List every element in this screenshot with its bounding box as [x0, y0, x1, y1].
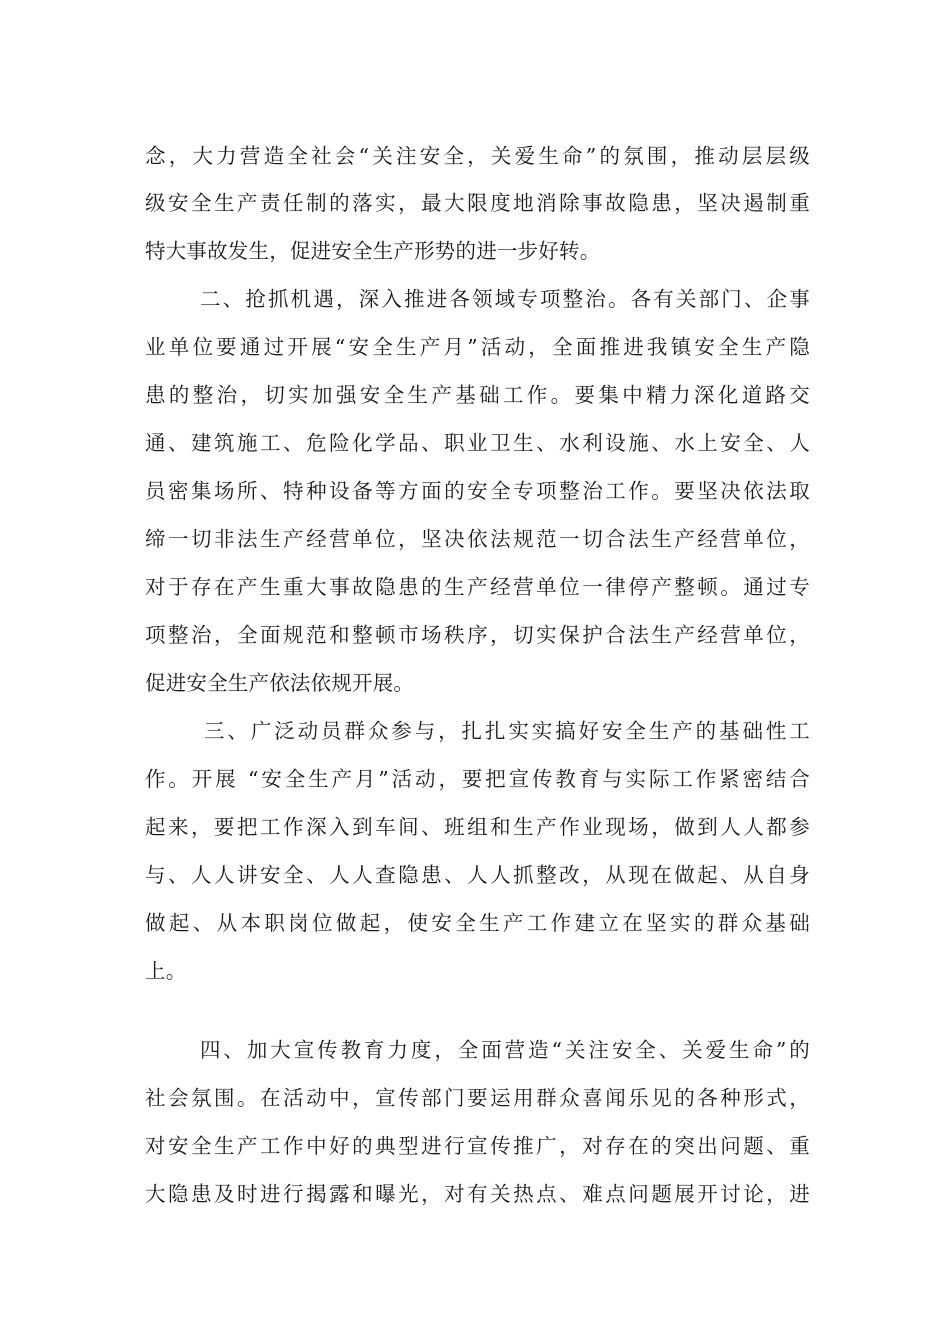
text-line: 与、人人讲安全、人人查隐患、人人抓整改，从现在做起、从自身 — [145, 863, 810, 887]
text-line: 员密集场所、特种设备等方面的安全专项整治工作。要坚决依法取 — [145, 479, 810, 503]
text-line: 缔一切非法生产经营单位，坚决依法规范一切合法生产经营单位， — [145, 527, 810, 551]
text-line: 特大事故发生，促进安全生产形势的进一步好转。 — [145, 239, 601, 263]
text-line: 项整治，全面规范和整顿市场秩序，切实保护合法生产经营单位， — [145, 623, 810, 647]
text-line: 患的整治，切实加强安全生产基础工作。要集中精力深化道路交 — [145, 383, 810, 407]
text-line: 作。开展 “安全生产月”活动，要把宣传教育与实际工作紧密结合 — [145, 767, 810, 791]
text-line: 念，大力营造全社会“关注安全，关爱生命”的氛围，推动层层级 — [145, 144, 810, 168]
text-line: 做起、从本职岗位做起，使安全生产工作建立在坚实的群众基础 — [145, 911, 810, 935]
text-line: 社会氛围。在活动中，宣传部门要运用群众喜闻乐见的各种形式， — [145, 1086, 810, 1110]
text-line: 通、建筑施工、危险化学品、职业卫生、水利设施、水上安全、人 — [145, 431, 810, 455]
paragraph-3-first-line: 三、广泛动员群众参与，扎扎实实搞好安全生产的基础性工 — [204, 719, 810, 743]
text-line: 对于存在产生重大事故隐患的生产经营单位一律停产整顿。通过专 — [145, 575, 810, 599]
text-line: 业单位要通过开展“安全生产月”活动，全面推进我镇安全生产隐 — [145, 335, 810, 359]
paragraph-4-first-line: 四、加大宣传教育力度，全面营造“关注安全、关爱生命”的 — [200, 1038, 810, 1062]
text-line: 级安全生产责任制的落实，最大限度地消除事故隐患，坚决遏制重 — [145, 191, 810, 215]
text-line: 起来，要把工作深入到车间、班组和生产作业现场，做到人人都参 — [145, 815, 810, 839]
text-line: 促进安全生产依法依规开展。 — [145, 671, 415, 695]
text-line: 对安全生产工作中好的典型进行宣传推广，对存在的突出问题、重 — [145, 1134, 810, 1158]
text-line: 上。 — [145, 959, 187, 983]
paragraph-2-first-line: 二、抢抓机遇，深入推进各领域专项整治。各有关部门、企事 — [200, 287, 810, 311]
text-line: 大隐患及时进行揭露和曝光，对有关热点、难点问题展开讨论，进 — [145, 1182, 810, 1206]
